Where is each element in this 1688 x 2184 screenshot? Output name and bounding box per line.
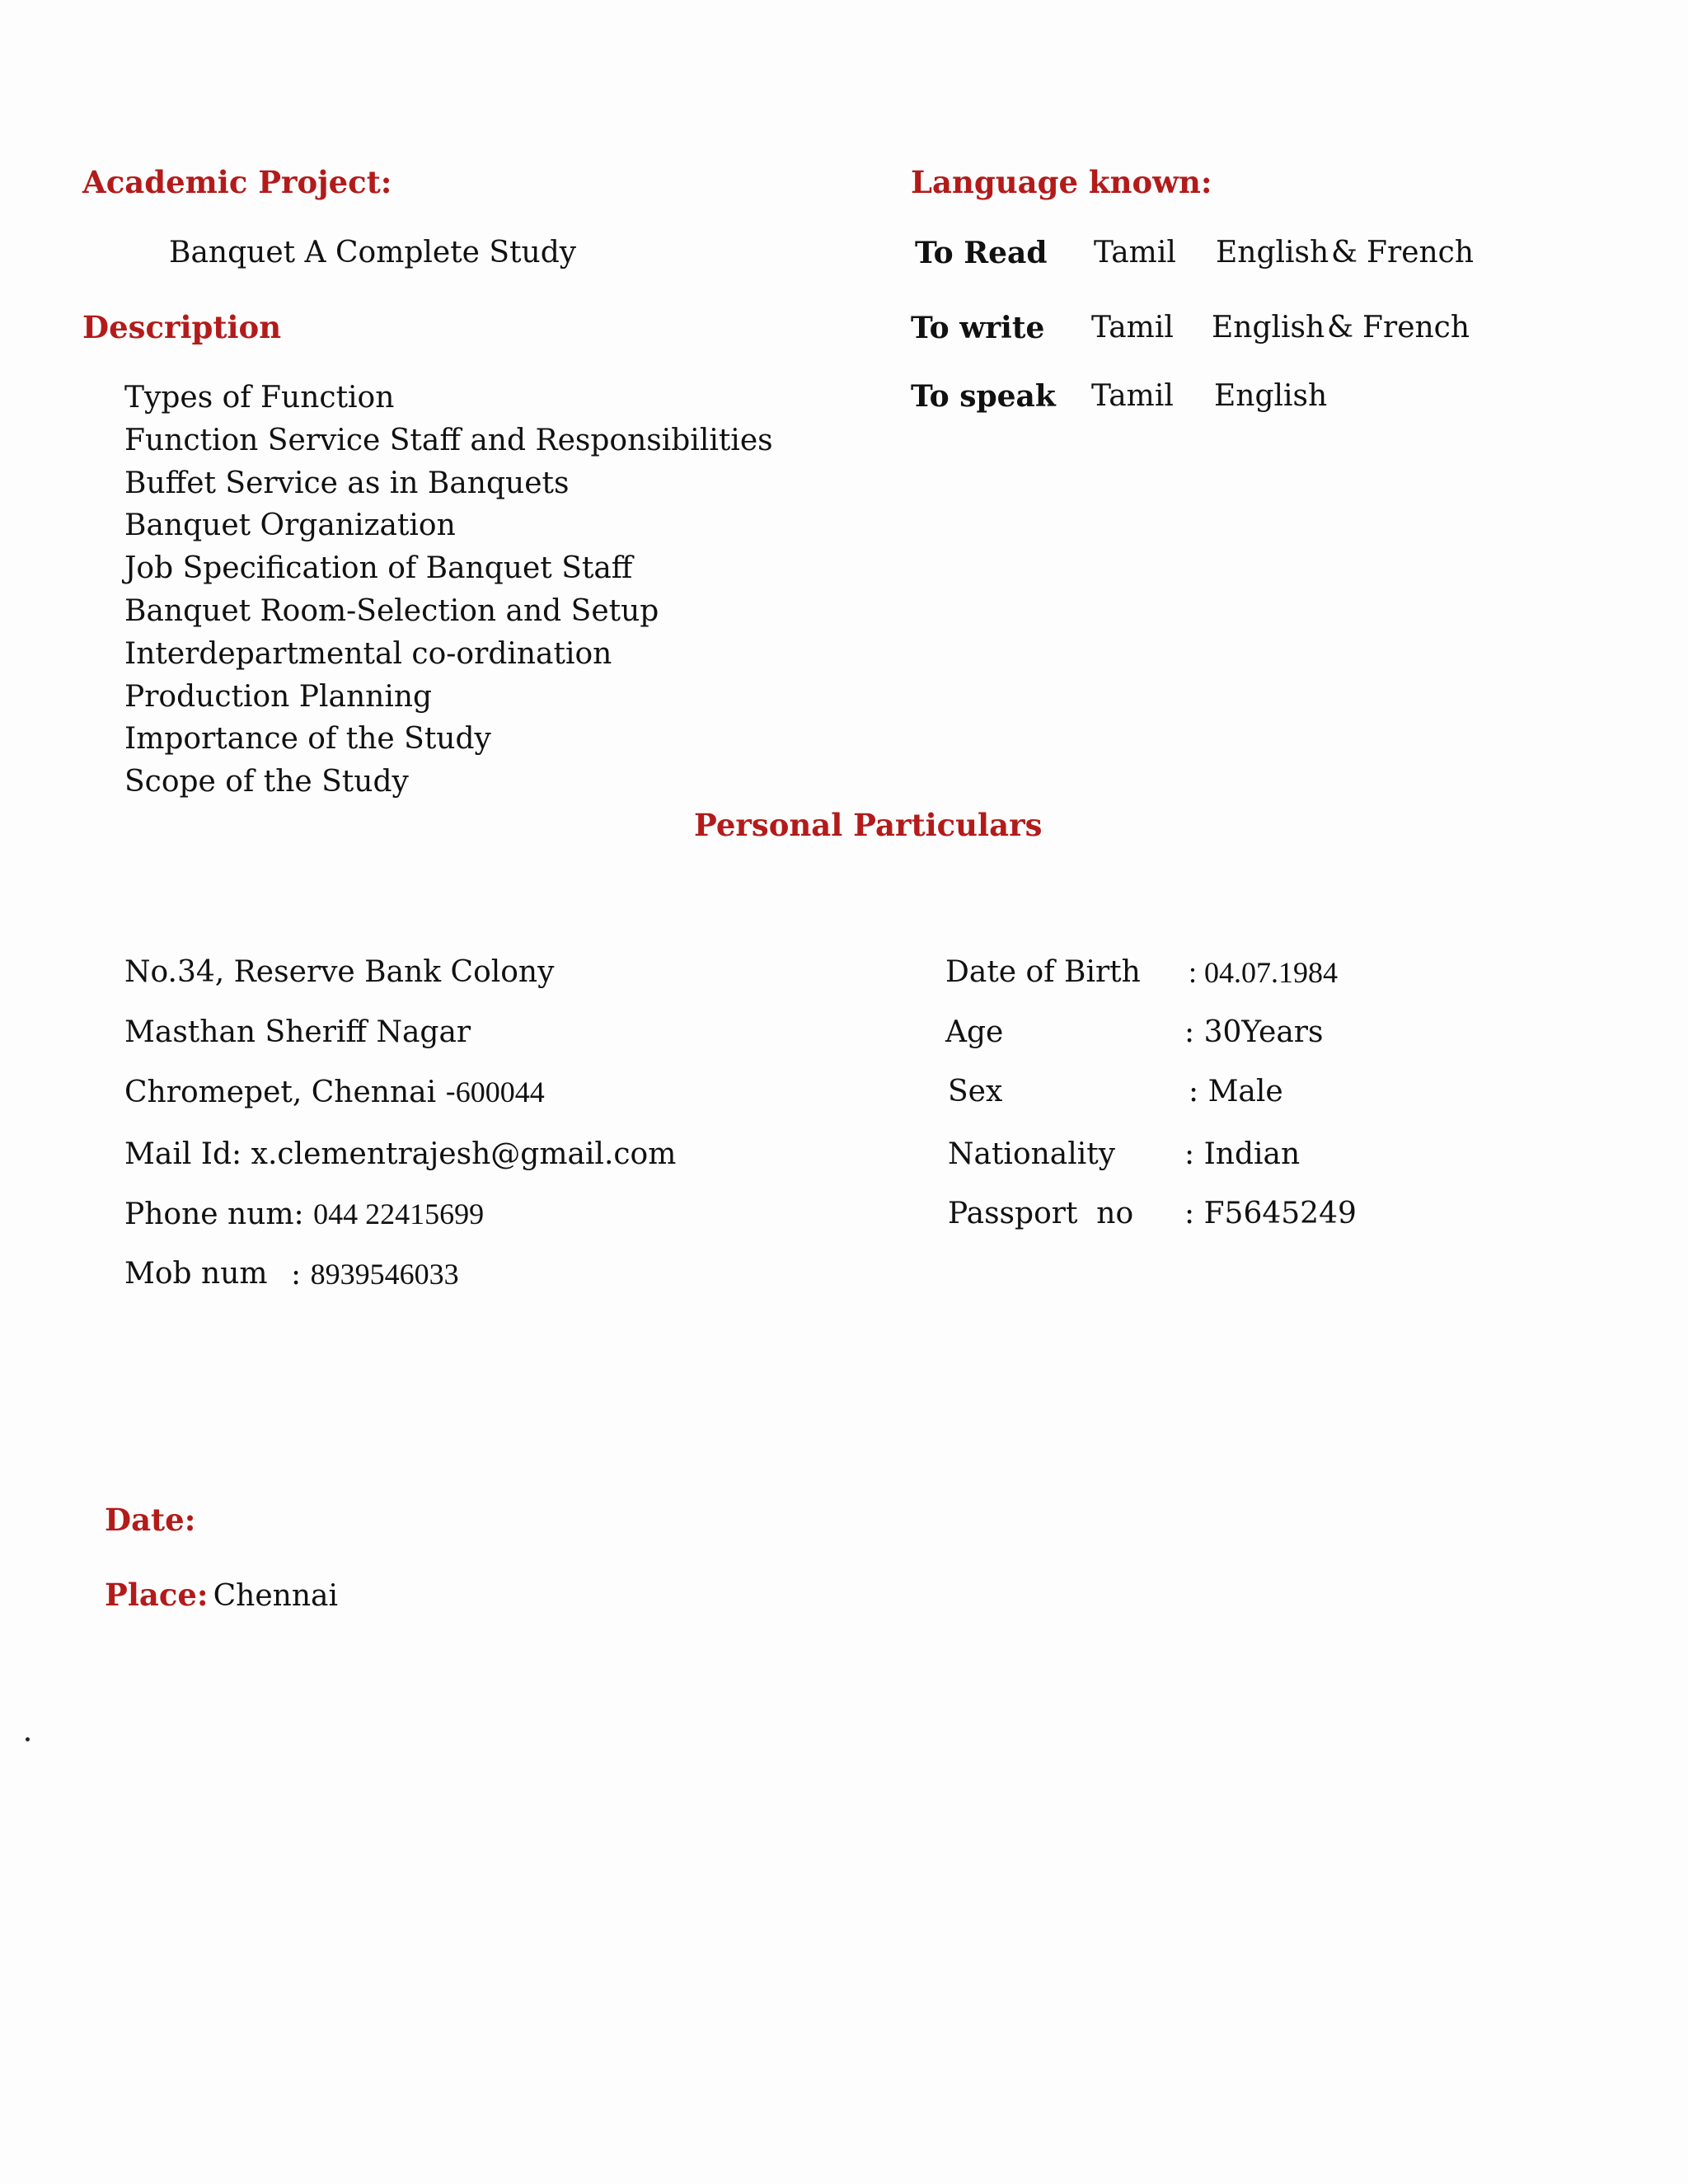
- description-item: Interdepartmental co-ordination: [124, 636, 612, 671]
- address-line-2: Masthan Sheriff Nagar: [124, 1015, 471, 1049]
- language-label: To write: [911, 311, 1045, 345]
- description-list: [124, 380, 773, 807]
- language-french: French: [1362, 311, 1470, 344]
- description-item: Job Specification of Banquet Staff: [124, 551, 633, 586]
- mobile-label: Mob num: [124, 1257, 268, 1291]
- ampersand: &: [1327, 311, 1354, 344]
- description-item: Function Service Staff and Responsibilities: [124, 423, 773, 457]
- mobile-separator: :: [291, 1258, 302, 1291]
- language-english: English: [1216, 236, 1329, 269]
- description-heading: Description: [82, 309, 282, 345]
- language-english: English: [1212, 311, 1325, 344]
- place-value: Chennai: [213, 1579, 338, 1613]
- phone-label: Phone num:: [124, 1197, 304, 1231]
- language-label: To Read: [915, 236, 1048, 270]
- language-known-heading: Language known:: [911, 164, 1212, 200]
- language-tamil: Tamil: [1091, 311, 1174, 344]
- personal-particulars-heading: Personal Particulars: [694, 807, 1043, 843]
- phone-value: 044 22415699: [313, 1197, 485, 1230]
- description-item: Banquet Room-Selection and Setup: [124, 593, 659, 628]
- detail-label: Sex: [948, 1075, 1003, 1108]
- language-english: English: [1214, 379, 1328, 413]
- address-line-3: [124, 1077, 545, 1108]
- stray-dot: [26, 1737, 30, 1741]
- language-tamil: Tamil: [1094, 236, 1176, 269]
- description-item: Production Planning: [124, 679, 433, 714]
- mobile-row: [124, 1259, 268, 1289]
- detail-value: : 04.07.1984: [1189, 956, 1339, 989]
- mail-id-row: [124, 1137, 677, 1171]
- description-item: Importance of the Study: [124, 722, 491, 757]
- address-line-1: No.34, Reserve Bank Colony: [124, 955, 555, 989]
- detail-value: : 30Years: [1184, 1015, 1324, 1049]
- mail-id-label: Mail Id:: [124, 1137, 242, 1171]
- language-label: To speak: [911, 379, 1056, 414]
- date-label: Date:: [105, 1502, 196, 1538]
- detail-value: : F5645249: [1184, 1197, 1357, 1230]
- phone-row: [124, 1199, 484, 1230]
- address-pincode: 600044: [455, 1076, 545, 1108]
- address-city: Chromepet, Chennai -: [124, 1076, 456, 1109]
- detail-value: : Male: [1189, 1075, 1283, 1108]
- description-item: Scope of the Study: [124, 765, 409, 799]
- place-label: Place:: [105, 1577, 209, 1613]
- detail-value: : Indian: [1184, 1137, 1301, 1171]
- description-item: Banquet Organization: [124, 509, 456, 543]
- language-tamil: Tamil: [1091, 379, 1174, 413]
- mobile-value: 8939546033: [310, 1258, 459, 1291]
- academic-project-heading: Academic Project:: [82, 164, 392, 200]
- description-item: Types of Function: [124, 381, 395, 415]
- detail-label: Nationality: [948, 1137, 1116, 1171]
- description-item: Buffet Service as in Banquets: [124, 466, 570, 500]
- mail-id-value: x.clementrajesh@gmail.com: [251, 1137, 677, 1171]
- ampersand: &: [1331, 236, 1358, 269]
- language-french: French: [1367, 236, 1475, 269]
- detail-label: Age: [945, 1015, 1004, 1049]
- academic-project-title: Banquet A Complete Study: [169, 236, 577, 269]
- detail-label: Passport no: [948, 1197, 1134, 1230]
- mobile-value-row: [291, 1259, 459, 1290]
- detail-label: Date of Birth: [945, 955, 1141, 989]
- place-row: [105, 1577, 338, 1613]
